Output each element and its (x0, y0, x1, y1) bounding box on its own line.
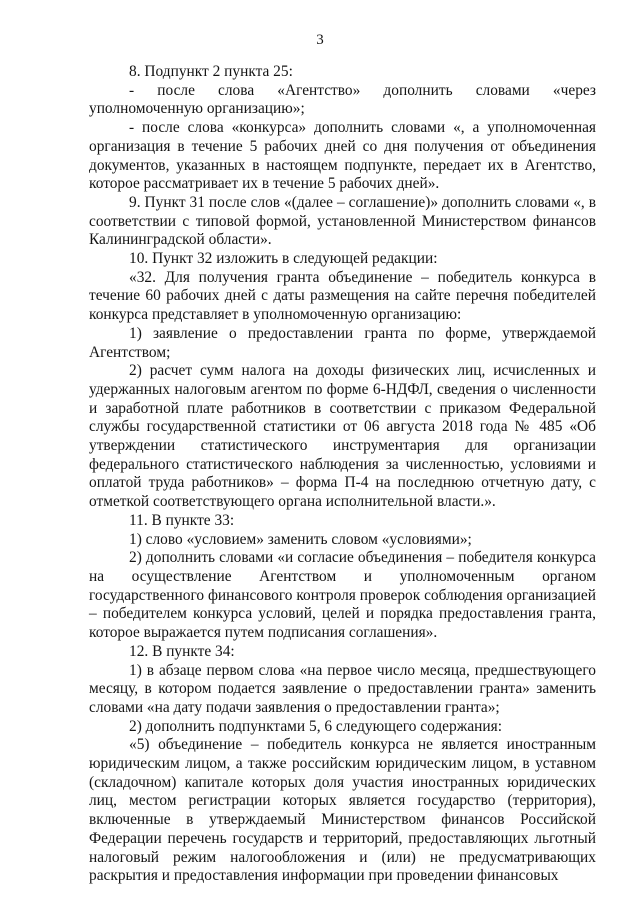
paragraph: 2) расчет сумм налога на доходы физических лиц, исчисленных и удержанных налоговым агентом по форме 6-НДФЛ, сведения о численности и заработной плате работников в соответствии с приказом Федеральной службы государственной статистики от 06 августа 2018 года № 485 «Об утверждении статистического инструментария для организации федерального статистического наблюдения за численностью, условиями и оплатой труда работников» – форма П-4 на последнюю отчетную дату, с отметкой соответствующего органа исполнительной власти.». (89, 362, 596, 511)
paragraph: 1) в абзаце первом слова «на первое число месяца, предшествующего месяцу, в котором подается заявление о предоставлении гранта» заменить словами «на дату подачи заявления о предоставлении гранта»; (89, 661, 596, 716)
paragraph: 10. Пункт 32 изложить в следующей редакции: (129, 250, 438, 268)
paragraph: «5) объединение – победитель конкурса не является иностранным юридическим лицом, а также российским юридическим лицом, в уставном (складочном) капитале которых доля участия иностранных юридических лиц, местом регистрации которых является государство (территория), включенные в утверждаемый Министерством финансов Российской Федерации перечень государств и территорий, предоставляющих льготный налоговый режим налогообложения и (или) не предусматривающих раскрытия и предоставления информации при проведении финансовых (89, 736, 596, 885)
paragraph: - после слова «конкурса» дополнить словами «, а уполномоченная организация в течение 5 рабочих дней со дня получения от объединения документов, указанных в настоящем подпункте, передает их в Агентство, которое рассматривает их в течение 5 рабочих дней». (89, 119, 596, 193)
paragraph: 1) слово «условием» заменить словом «условиями»; (129, 530, 472, 548)
paragraph: 1) заявление о предоставлении гранта по форме, утверждаемой Агентством; (89, 324, 596, 361)
paragraph: - после слова «Агентство» дополнить словами «через уполномоченную организацию»; (89, 81, 596, 118)
paragraph: 12. В пункте 34: (129, 642, 235, 660)
paragraph: 2) дополнить подпунктами 5, 6 следующего содержания: (129, 717, 502, 735)
paragraph: 11. В пункте 33: (129, 511, 235, 529)
paragraph: «32. Для получения гранта объединение – победитель конкурса в течение 60 рабочих дней с даты размещения на сайте перечня победителей конкурса представляет в уполномоченную организацию: (89, 268, 596, 324)
paragraph: 8. Подпункт 2 пункта 25: (129, 63, 293, 80)
document-body (89, 63, 596, 886)
paragraph: 9. Пункт 31 после слов «(далее – соглашение)» дополнить словами «, в соответствии с типовой формой, установленной Министерством финансов Калининградской области». (89, 193, 596, 249)
page-number: 3 (316, 32, 324, 48)
paragraph: 2) дополнить словами «и согласие объединения – победителя конкурса на осуществление Агентством и уполномоченным органом государственного финансового контроля проверок соблюдения организацией – победителем конкурса условий, целей и порядка предоставления гранта, которое выражается путем подписания соглашения». (89, 549, 596, 642)
